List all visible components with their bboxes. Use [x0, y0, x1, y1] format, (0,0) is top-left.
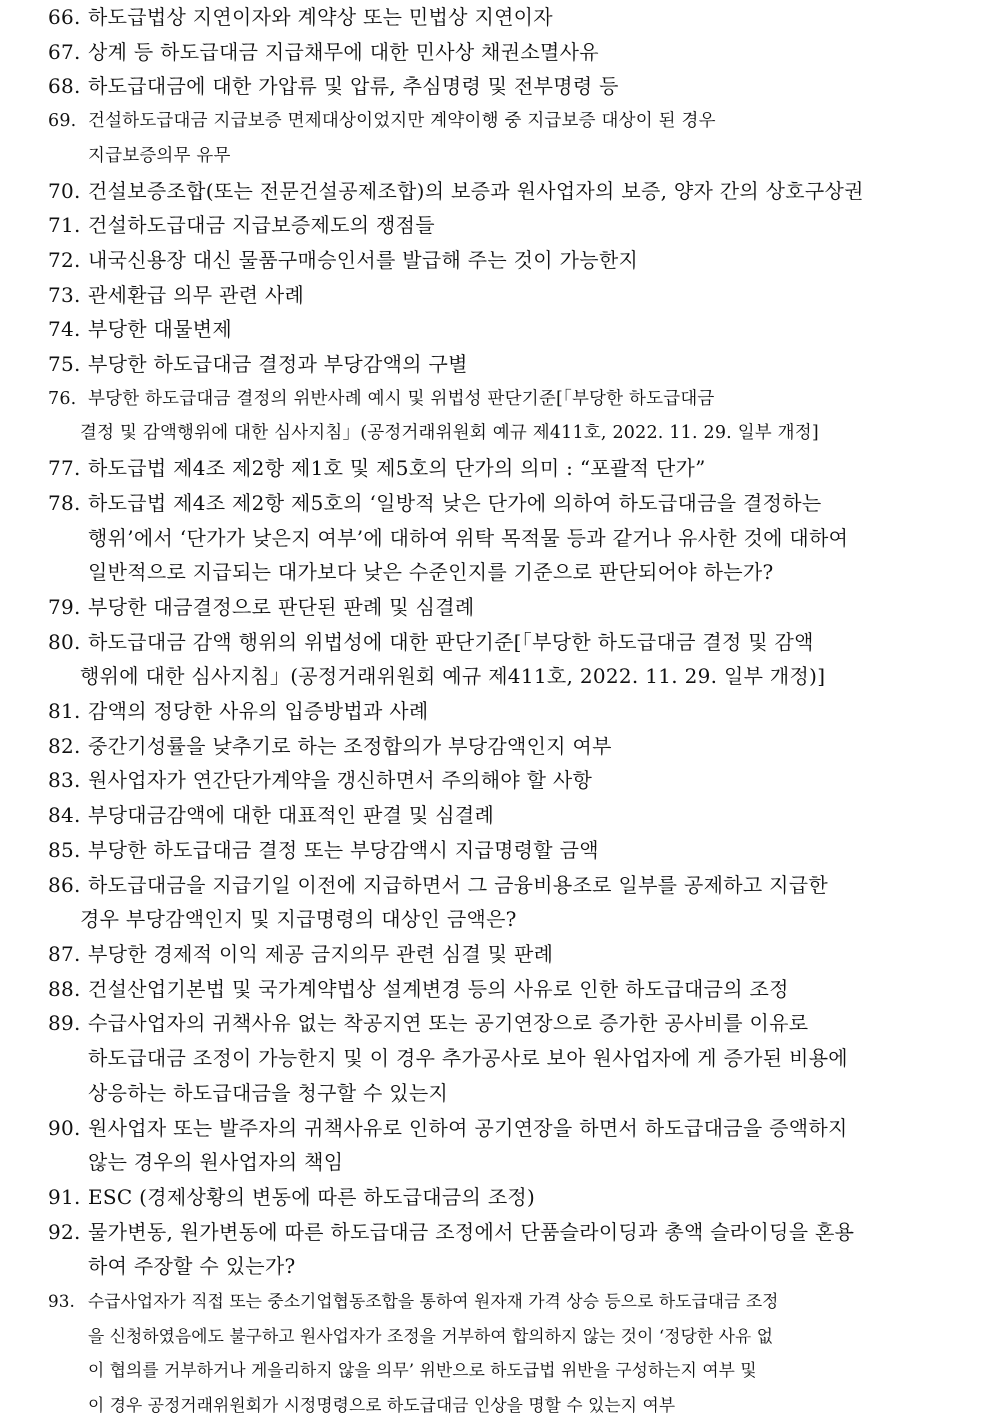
toc-item: [48, 174, 952, 209]
toc-item-line: 부당한 대물변제: [88, 317, 232, 342]
toc-item-line: 건설산업기본법 및 국가계약법상 설계변경 등의 사유로 인한 하도급대금의 조정: [88, 976, 789, 1001]
toc-item: [48, 937, 952, 972]
toc-item-text: [88, 1215, 952, 1284]
toc-item-number: 90.: [48, 1115, 81, 1140]
toc-item-continuation-line: 을 신청하였음에도 불구하고 원사업자가 조정을 거부하여 합의하지 않는 것이 ‘정당한 사유 없: [88, 1325, 774, 1346]
toc-item-text: [88, 1284, 952, 1423]
toc-item-text: [88, 104, 952, 173]
toc-item: [48, 1284, 952, 1423]
toc-item-number: 88.: [48, 976, 81, 1001]
toc-item-number: 66.: [48, 5, 81, 29]
toc-item-line: 수급사업자의 귀책사유 없는 착공지연 또는 공기연장으로 증가한 공사비를 이유로: [88, 1011, 809, 1036]
toc-item: [48, 729, 952, 764]
toc-item-text: [88, 243, 952, 278]
toc-item-text: [88, 1006, 952, 1110]
toc-item: [48, 278, 952, 313]
toc-item-text: [88, 1111, 952, 1180]
toc-item-text: [80, 382, 952, 451]
toc-item-continuation-line: 결정 및 감액행위에 대한 심사지침」(공정거래위원회 예규 제411호, 2022. 11. 29. 일부 개정]: [80, 423, 819, 444]
toc-item: [48, 69, 952, 104]
toc-item-line: 하도급대금을 지급기일 이전에 지급하면서 그 금융비용조로 일부를 공제하고 지급한: [88, 872, 828, 897]
toc-item: [48, 243, 952, 278]
toc-item-continuation-line: 지급보증의무 유무: [88, 145, 231, 166]
toc-item: [48, 486, 952, 590]
toc-item-number: 76.: [48, 388, 77, 409]
toc-item-text: [88, 972, 952, 1007]
toc-item-number: 69.: [48, 111, 77, 132]
toc-item-number: 86.: [48, 872, 81, 897]
toc-item-number: 82.: [48, 733, 81, 758]
toc-item-line: 부당한 하도급대금 결정 또는 부당감액시 지급명령할 금액: [88, 837, 599, 862]
toc-item-continuation-line: 하여 주장할 수 있는가?: [88, 1254, 296, 1279]
toc-item-line: 하도급대금 감액 행위의 위법성에 대한 판단기준[「부당한 하도급대금 결정 및 감액: [88, 629, 814, 654]
toc-item-text: [88, 1180, 952, 1215]
toc-item-text: [88, 208, 952, 243]
toc-item-number: 80.: [48, 629, 81, 654]
toc-item-line: 중간기성률을 낮추기로 하는 조정합의가 부당감액인지 여부: [88, 733, 612, 758]
toc-item-line: 수급사업자가 직접 또는 중소기업협동조합을 통하여 원자재 가격 상승 등으로 하도급대금 조정: [88, 1291, 779, 1312]
toc-item-text: [88, 486, 952, 590]
toc-item-line: 건설하도급대금 지급보증 면제대상이었지만 계약이행 중 지급보증 대상이 된 경우: [88, 111, 716, 132]
toc-item-text: [80, 868, 952, 937]
toc-item: [48, 312, 952, 347]
toc-item-continuation-line: 이 협의를 거부하거나 게을리하지 않을 의무’ 위반으로 하도급법 위반을 구성하는지 여부 및: [88, 1360, 757, 1381]
toc-item-number: 71.: [48, 213, 81, 238]
toc-item-number: 81.: [48, 699, 81, 724]
toc-item: [48, 694, 952, 729]
toc-item: [48, 868, 952, 937]
toc-item: [48, 1111, 952, 1180]
toc-item: [48, 590, 952, 625]
toc-item-text: [88, 798, 952, 833]
toc-item-number: 92.: [48, 1219, 81, 1244]
toc-item-text: [88, 763, 952, 798]
toc-item-number: 78.: [48, 490, 81, 515]
toc-item-number: 73.: [48, 282, 81, 307]
toc-item: [48, 1215, 952, 1284]
toc-item: [48, 208, 952, 243]
toc-item-line: 하도급법 제4조 제2항 제1호 및 제5호의 단가의 의미 : “포괄적 단가”: [88, 456, 706, 481]
toc-item-continuation-line: 상응하는 하도급대금을 청구할 수 있는지: [88, 1080, 449, 1105]
toc-item-line: 원사업자가 연간단가계약을 갱신하면서 주의해야 할 사항: [88, 768, 593, 793]
toc-item-number: 89.: [48, 1011, 81, 1036]
toc-item-number: 87.: [48, 941, 81, 966]
toc-item-number: 84.: [48, 803, 81, 828]
toc-item-line: 부당한 하도급대금 결정의 위반사례 예시 및 위법성 판단기준[「부당한 하도급대금: [88, 388, 715, 409]
toc-item-line: 관세환급 의무 관련 사례: [88, 282, 305, 307]
toc-item-line: 부당한 경제적 이익 제공 금지의무 관련 심결 및 판례: [88, 941, 554, 966]
toc-item-line: 감액의 정당한 사유의 입증방법과 사례: [88, 699, 429, 724]
toc-item-line: 하도급법상 지연이자와 계약상 또는 민법상 지연이자: [88, 5, 553, 29]
toc-item-number: 83.: [48, 768, 81, 793]
toc-item-line: 상계 등 하도급대금 지급채무에 대한 민사상 채권소멸사유: [88, 39, 599, 64]
toc-item-number: 67.: [48, 39, 81, 64]
toc-item-number: 91.: [48, 1184, 81, 1209]
toc-item-continuation-line: 행위’에서 ‘단가가 낮은지 여부’에 대하여 위탁 목적물 등과 같거나 유사한 것에 대하여: [88, 525, 849, 550]
toc-item-text: [88, 729, 952, 764]
toc-item-text: [88, 0, 952, 35]
toc-item: [48, 451, 952, 486]
toc-item-text: [88, 278, 952, 313]
toc-item: [48, 763, 952, 798]
toc-item: [48, 35, 952, 70]
toc-item-line: 부당한 대금결정으로 판단된 판례 및 심결례: [88, 594, 475, 619]
toc-item-continuation-line: 이 경우 공정거래위원회가 시정명령으로 하도급대금 인상을 명할 수 있는지 여부: [88, 1395, 676, 1416]
toc-item-number: 74.: [48, 317, 81, 342]
toc-item-line: 부당한 하도급대금 결정과 부당감액의 구별: [88, 352, 468, 377]
toc-item-text: [88, 590, 952, 625]
toc-item-line: 하도급법 제4조 제2항 제5호의 ‘일방적 낮은 단가에 의하여 하도급대금을 결정하는: [88, 490, 822, 515]
toc-item: [48, 1006, 952, 1110]
toc-item-number: 68.: [48, 74, 81, 99]
toc-item-line: 하도급대금에 대한 가압류 및 압류, 추심명령 및 전부명령 등: [88, 74, 619, 99]
table-of-contents: [48, 0, 952, 1423]
toc-item-continuation-line: 일반적으로 지급되는 대가보다 낮은 수준인지를 기준으로 판단되어야 하는가?: [88, 560, 774, 585]
toc-item: [48, 972, 952, 1007]
toc-item-text: [88, 347, 952, 382]
toc-item-line: 물가변동, 원가변동에 따른 하도급대금 조정에서 단품슬라이딩과 총액 슬라이딩을 혼용: [88, 1219, 855, 1244]
toc-item-text: [88, 312, 952, 347]
toc-item: [48, 798, 952, 833]
toc-item-line: 건설보증조합(또는 전문건설공제조합)의 보증과 원사업자의 보증, 양자 간의 상호구상권: [88, 178, 864, 203]
toc-item-text: [88, 451, 952, 486]
toc-item: [48, 382, 952, 451]
toc-item-continuation-line: 행위에 대한 심사지침」(공정거래위원회 예규 제411호, 2022. 11. 29. 일부 개정)]: [80, 664, 826, 689]
toc-item-number: 77.: [48, 456, 81, 481]
toc-item: [48, 833, 952, 868]
toc-item: [48, 104, 952, 173]
toc-item-text: [88, 833, 952, 868]
toc-item-number: 79.: [48, 594, 81, 619]
toc-item-line: 건설하도급대금 지급보증제도의 쟁점들: [88, 213, 435, 238]
toc-item-text: [88, 69, 952, 104]
toc-item-line: 내국신용장 대신 물품구매승인서를 발급해 주는 것이 가능한지: [88, 247, 639, 272]
toc-item-number: 70.: [48, 178, 81, 203]
toc-item-text: [88, 694, 952, 729]
toc-item-text: [88, 937, 952, 972]
toc-item-number: 85.: [48, 837, 81, 862]
toc-item: [48, 625, 952, 694]
toc-item-text: [80, 625, 952, 694]
toc-item: [48, 347, 952, 382]
toc-item-number: 72.: [48, 247, 81, 272]
toc-item-number: 93.: [48, 1291, 75, 1312]
toc-item-line: 부당대금감액에 대한 대표적인 판결 및 심결례: [88, 803, 495, 828]
toc-item-line: ESC (경제상황의 변동에 따른 하도급대금의 조정): [88, 1184, 536, 1209]
toc-item-text: [88, 35, 952, 70]
toc-item-line: 원사업자 또는 발주자의 귀책사유로 인하여 공기연장을 하면서 하도급대금을 증액하지: [88, 1115, 848, 1140]
toc-item: [48, 1180, 952, 1215]
toc-item-continuation-line: 경우 부당감액인지 및 지급명령의 대상인 금액은?: [80, 907, 517, 932]
toc-item: [48, 0, 952, 35]
toc-item-text: [88, 174, 952, 209]
toc-item-continuation-line: 하도급대금 조정이 가능한지 및 이 경우 추가공사로 보아 원사업자에 게 증가된 비용에: [88, 1046, 848, 1071]
toc-item-continuation-line: 않는 경우의 원사업자의 책임: [88, 1150, 344, 1175]
toc-item-number: 75.: [48, 352, 81, 377]
